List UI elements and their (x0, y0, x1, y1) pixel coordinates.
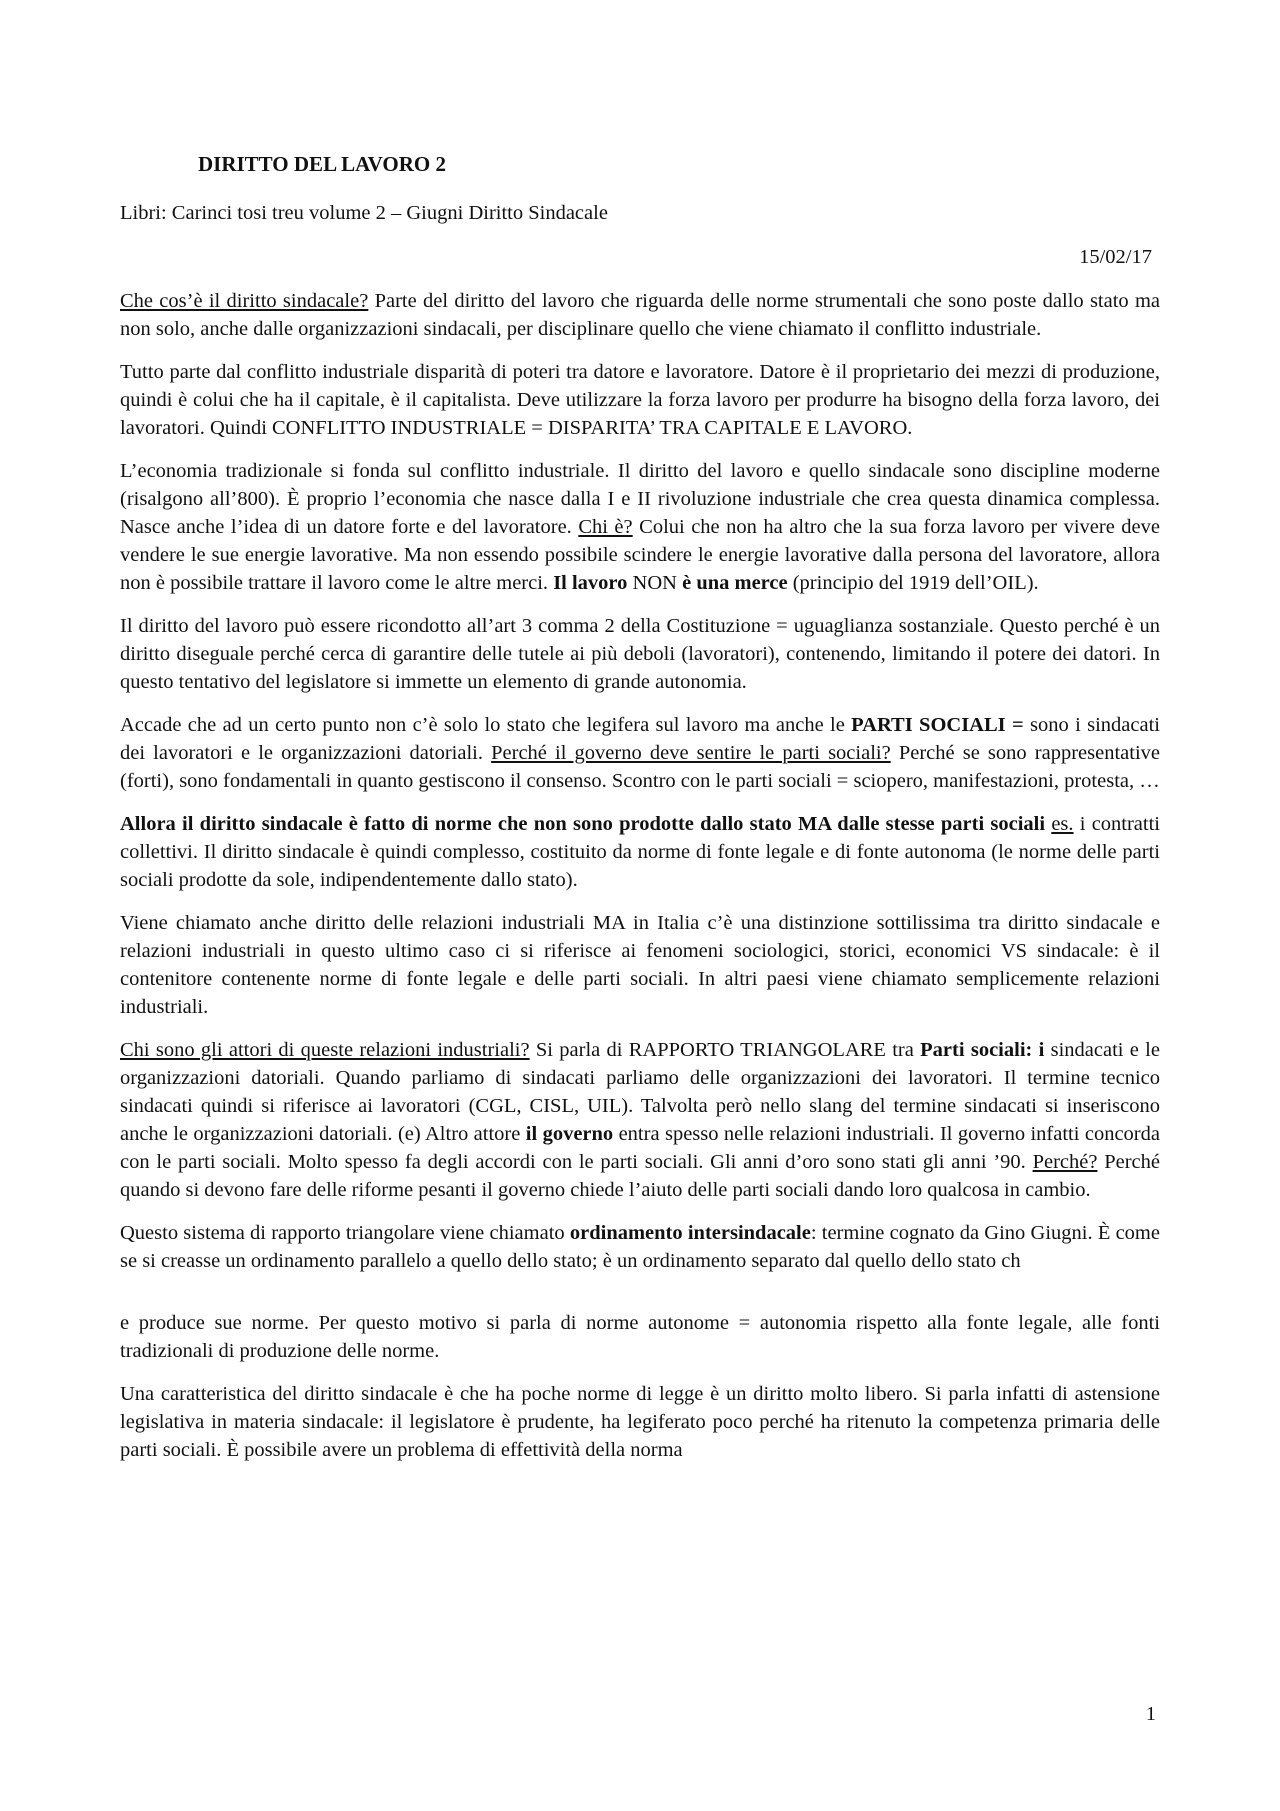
paragraph-text: Colui che non ha altro che la sua forza lavoro per vivere deve vendere le sue energie lavorative. Ma non essendo possibile scindere le energie lavorative dalla persona del lavoratore, allora non è possibile trattare il lavoro come le altre merci. (120, 516, 1161, 594)
paragraph-text: Parte del diritto del lavoro che riguarda delle norme strumentali che sono poste dallo stato ma non solo, anche dalle organizzazioni sindacali, per disciplinare quello che viene chiamato il conflitto industriale. (120, 290, 1160, 340)
paragraph-text: i contratti collettivi. Il diritto sindacale è quindi complesso, costituito da norme di fonte legale e di fonte autonoma (le norme delle parti sociali prodotte da sole, indipendentemente dallo stato). (120, 813, 1160, 891)
paragraph-text: sono i sindacati dei lavoratori e le organizzazioni datoriali. (120, 714, 1160, 764)
paragraph-text: sindacati e le organizzazioni datoriali. Quando parliamo di sindacati parliamo delle organizzazioni dei lavoratori. Il termine tecnico sindacati quindi si riferisce ai lavoratori (CGL, CISL, UIL). Talvolta però nello slang del termine sindacati si inseriscono anche le organizzazioni datoriali. (e) Altro attore (120, 1039, 1160, 1145)
paragraph-9 (120, 1219, 1160, 1275)
bold-text: Parti sociali: i (920, 1039, 1045, 1061)
question-inline: Chi è? (578, 516, 633, 538)
paragraph-text: (principio del 1919 dell’OIL). (787, 572, 1039, 594)
document-title: DIRITTO DEL LAVORO 2 (198, 152, 446, 176)
paragraph-text: L’economia tradizionale si fonda sul conflitto industriale. Il diritto del lavoro e quello sindacale sono discipline moderne (risalgono all’800). È proprio l’economia che nasce dalla I e II rivoluzione industriale che crea questa dinamica complessa. Nasce anche l’idea di un datore forte e del lavoratore. (120, 460, 1160, 538)
paragraph-8 (120, 1036, 1160, 1204)
example-marker: es. (1051, 813, 1074, 835)
books-line: Libri: Carinci tosi treu volume 2 – Giugni Diritto Sindacale (120, 202, 608, 224)
paragraph-text: Perché se sono rappresentative (forti), sono fondamentali in quanto gestiscono il consenso. Scontro con le parti sociali = sciopero, manifestazioni, protesta, … (120, 742, 1160, 792)
paragraph-6 (120, 810, 1160, 894)
question-inline: Perché? (1032, 1151, 1098, 1173)
paragraph-text: entra spesso nelle relazioni industriali. Il governo infatti concorda con le parti sociali. Molto spesso fa degli accordi con le parti sociali. Gli anni d’oro sono stati gli anni ’90. (120, 1123, 1160, 1173)
page-number: 1 (1145, 1703, 1156, 1725)
paragraph-1 (120, 287, 1160, 343)
question-heading: Chi sono gli attori di queste relazioni industriali? (120, 1039, 530, 1061)
paragraph-text: Questo sistema di rapporto triangolare viene chiamato (120, 1222, 570, 1244)
paragraph-text: Perché quando si devono fare delle riforme pesanti il governo chiede l’aiuto delle parti sociali dando loro qualcosa in cambio. (120, 1151, 1160, 1201)
bold-text: Allora il diritto sindacale è fatto di norme che non sono prodotte dallo stato MA dalle stesse parti sociali (120, 813, 1046, 835)
question-heading: Che cos’è il diritto sindacale? (120, 290, 369, 312)
paragraph-text: : termine cognato da Gino Giugni. È come se si creasse un ordinamento parallelo a quello dello stato; è un ordinamento separato dal quello dello stato ch (120, 1222, 1160, 1272)
bold-text: ordinamento intersindacale (569, 1222, 811, 1244)
paragraph-text: Si parla di RAPPORTO TRIANGOLARE tra (529, 1039, 921, 1061)
paragraph-11: Una caratteristica del diritto sindacale è che ha poche norme di legge è un diritto molto libero. Si parla infatti di astensione legislativa in materia sindacale: il legislatore è prudente, ha legiferato poco perché ha ritenuto la competenza primaria delle parti sociali. È possibile avere un problema di effettività della norma (120, 1383, 1160, 1461)
paragraph-5 (120, 711, 1160, 795)
document-body (120, 287, 1160, 1479)
paragraph-4: Il diritto del lavoro può essere ricondotto all’art 3 comma 2 della Costituzione = uguaglianza sostanziale. Questo perché è un diritto diseguale perché cerca di garantire delle tutele ai più deboli (lavoratori), contenendo, limitando il potere dei datori. In questo tentativo del legislatore si immette un elemento di grande autonomia. (120, 615, 1160, 693)
question-inline: Perché il governo deve sentire le parti sociali? (491, 742, 891, 764)
lecture-date: 15/02/17 (1079, 246, 1152, 268)
paragraph-2: Tutto parte dal conflitto industriale disparità di poteri tra datore e lavoratore. Datore è il proprietario dei mezzi di produzione, quindi è colui che ha il capitale, è il capitalista. Deve utilizzare la forza lavoro per produrre ha bisogno della forza lavoro, dei lavoratori. Quindi CONFLITTO INDUSTRIALE = DISPARITA’ TRA CAPITALE E LAVORO. (120, 361, 1160, 439)
bold-text: Il lavoro (553, 572, 628, 594)
paragraph-7: Viene chiamato anche diritto delle relazioni industriali MA in Italia c’è una distinzione sottilissima tra diritto sindacale e relazioni industriali in questo ultimo caso ci si riferisce ai fenomeni sociologici, storici, economici VS sindacale: è il contenitore contenente norme di fonte legale e delle parti sociali. In altri paesi viene chiamato semplicemente relazioni industriali. (120, 912, 1160, 1018)
bold-text: il governo (525, 1123, 614, 1145)
paragraph-3 (120, 457, 1160, 597)
paragraph-10: e produce sue norme. Per questo motivo si parla di norme autonome = autonomia rispetto alla fonte legale, alle fonti tradizionali di produzione delle norme. (120, 1312, 1160, 1362)
bold-text: è una merce (682, 572, 788, 594)
paragraph-text: NON (627, 572, 683, 594)
paragraph-text: Accade che ad un certo punto non c’è solo lo stato che legifera sul lavoro ma anche le (120, 714, 852, 736)
bold-text: PARTI SOCIALI = (851, 714, 1024, 736)
